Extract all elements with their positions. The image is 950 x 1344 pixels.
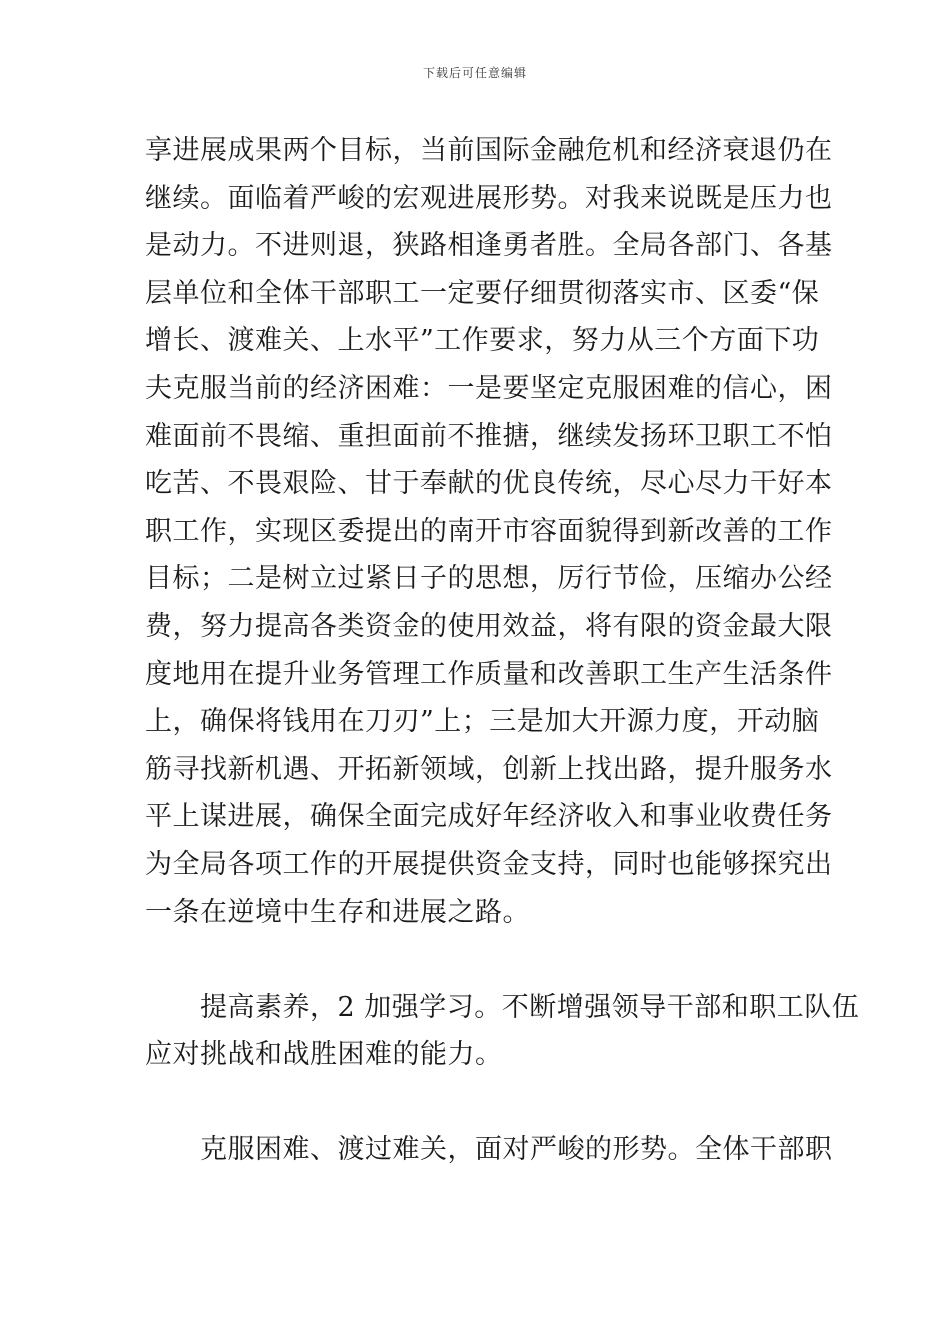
paragraph-spacer: [145, 1079, 810, 1127]
paragraph-spacer: [145, 936, 810, 984]
paragraph-line: 为全局各项工作的开展提供资金支持，同时也能够探究出: [145, 848, 833, 880]
paragraph-line: 是动力。不进则退，狭路相逢勇者胜。全局各部门、各基: [145, 230, 833, 262]
document-body: [145, 127, 860, 1174]
paragraph-line: 职工作，实现区委提出的南开市容面貌得到新改善的工作: [145, 515, 833, 547]
paragraph-line: 层单位和全体干部职工一定要仔细贯彻落实市、区委“保: [145, 277, 820, 309]
page-header: 下载后可任意编辑: [422, 66, 527, 80]
paragraph-line: 度地用在提升业务管理工作质量和改善职工生产生活条件: [145, 658, 833, 690]
paragraph-line: 克服困难、渡过难关，面对严峻的形势。全体干部职: [145, 1134, 833, 1166]
paragraph-line: 继续。面临着严峻的宏观进展形势。对我来说既是压力也: [145, 182, 833, 214]
paragraph-line: 吃苦、不畏艰险、甘于奉献的优良传统，尽心尽力干好本: [145, 468, 833, 500]
paragraph-line: 费，努力提高各类资金的使用效益，将有限的资金最大限: [145, 610, 833, 642]
paragraph-line: 目标；二是树立过紧日子的思想，厉行节俭，压缩办公经: [145, 563, 833, 595]
paragraph-line: 难面前不畏缩、重担面前不推搪，继续发扬环卫职工不怕: [145, 420, 833, 452]
paragraph-1: [145, 127, 833, 936]
paragraph-line: 夫克服当前的经济困难：一是要坚定克服困难的信心，困: [145, 372, 833, 404]
paragraph-line: 享进展成果两个目标，当前国际金融危机和经济衰退仍在: [145, 135, 833, 166]
paragraph-line: 应对挑战和战胜困难的能力。: [145, 1039, 503, 1071]
paragraph-line: 上，确保将钱用在刀刃”上；三是加大开源力度，开动脑: [145, 706, 820, 738]
paragraph-line: 提高素养，2 加强学习。不断增强领导干部和职工队伍: [145, 991, 860, 1023]
paragraph-3: [145, 1126, 833, 1174]
paragraph-line: 筋寻找新机遇、开拓新领域，创新上找出路，提升服务水: [145, 753, 833, 785]
paragraph-line: 增长、渡难关、上水平”工作要求，努力从三个方面下功: [145, 325, 820, 357]
paragraph-line: 平上谋进展，确保全面完成好年经济收入和事业收费任务: [145, 801, 833, 833]
paragraph-line: 一条在逆境中生存和进展之路。: [145, 896, 530, 928]
paragraph-2: [145, 984, 860, 1079]
